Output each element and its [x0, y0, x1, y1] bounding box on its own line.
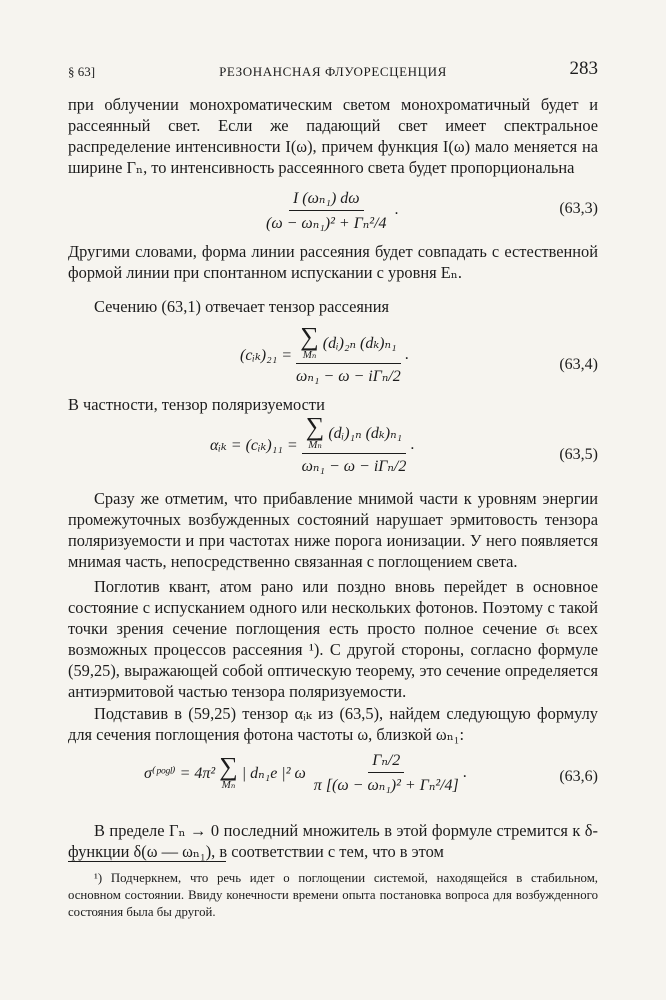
eq4-middle: | dₙ₁e |² ω	[241, 764, 306, 782]
eq2-denominator: ωₙ₁ − ω − iΓₙ/2	[296, 368, 401, 385]
paragraph-2: Другими словами, форма линии рассеяния будет совпадать с естественной формой линии при спонтанном испускании с уровня Eₙ.	[68, 242, 598, 282]
eq3-fraction	[298, 414, 411, 476]
equation-63-4	[68, 322, 598, 392]
eq1-number: (63,3)	[559, 200, 598, 217]
paragraph-1: при облучении монохроматическим светом монохроматичный будет и рассеянный свет. Если же падающий свет имеет спектральное распределение интенсивности I(ω), причем функция I(ω) мало меняется на ширине Γₙ, то интенсивность рассеянного света будет пропорциональна	[68, 95, 598, 177]
eq4-numerator: Γₙ/2	[368, 750, 404, 773]
eq2-tail: .	[404, 346, 409, 363]
eq3-numerator: (dᵢ)₁ₙ (dₖ)ₙ₁	[328, 424, 403, 442]
eq4-sum-index: Mₙ	[221, 779, 236, 791]
eq2-fraction	[292, 324, 405, 386]
paragraph-7: Подставив в (59,25) тензор αᵢₖ из (63,5), найдем следующую формулу для сечения поглощения фотона частоты ω, близкой ωₙ₁:	[68, 704, 598, 744]
eq2-lhs: (cᵢₖ)₂₁ =	[240, 347, 293, 364]
eq3-sum-symbol: ∑	[305, 412, 325, 441]
eq2-numerator: (dᵢ)₂ₙ (dₖ)ₙ₁	[322, 334, 397, 352]
paragraph-5: Сразу же отметим, что прибавление мнимой части к уровням энергии промежуточных возбужденных состояний нарушает эрмитовость тензора поляризуемости и при частотах ниже порога ионизации. У него появляется мнимая часть, непосредственно связанная с поглощением света.	[68, 489, 598, 571]
eq4-denominator: π [(ω − ωₙ₁)² + Γₙ²/4]	[313, 777, 459, 794]
page-header	[68, 60, 598, 82]
eq2-number: (63,4)	[559, 356, 598, 373]
footnote-divider	[68, 861, 226, 862]
running-title: РЕЗОНАНСНАЯ ФЛУОРЕСЦЕНЦИЯ	[219, 64, 447, 79]
eq2-sum-index: Mₙ	[302, 349, 317, 361]
eq4-tail: .	[462, 763, 467, 781]
paragraph-4: В частности, тензор поляризуемости	[68, 395, 325, 414]
eq3-number: (63,5)	[559, 446, 598, 463]
eq4-number: (63,6)	[559, 768, 598, 785]
eq1-tail: .	[394, 201, 399, 219]
page-number: 283	[569, 58, 598, 79]
eq2-numerator-row	[296, 324, 400, 364]
eq2-sum-symbol: ∑	[300, 322, 319, 351]
eq3-lhs: αᵢₖ = (cᵢₖ)₁₁ =	[210, 437, 298, 454]
section-number: § 63]	[68, 64, 96, 79]
eq3-sum-index: Mₙ	[308, 439, 322, 451]
eq2-sum	[300, 324, 319, 361]
footnote: ¹) Подчеркнем, что речь идет о поглощении системой, находящейся в стабильном, основном состоянии. Ввиду конечности времени опыта постановка вопроса для возбужденного состояния была бы другой.	[68, 871, 598, 919]
eq4-fraction	[310, 750, 463, 795]
equation-63-3	[68, 186, 598, 236]
equation-63-5	[68, 412, 598, 484]
paragraph-3: Сечению (63,1) отвечает тензор рассеяния	[94, 297, 389, 316]
equation-63-6	[68, 748, 598, 812]
eq4-sum-symbol: ∑	[219, 752, 238, 781]
eq4-lhs: σ⁽ᵖᵒᵍˡ⁾ = 4π²	[144, 764, 216, 782]
eq3-sum	[306, 414, 325, 451]
eq1-denominator: (ω − ωₙ₁)² + Γₙ²/4	[266, 215, 387, 232]
eq3-tail: .	[410, 436, 415, 453]
eq1-numerator: I (ωₙ₁) dω	[289, 188, 364, 211]
eq4-sum	[219, 754, 238, 791]
eq1-fraction	[262, 188, 391, 233]
paragraph-8: В пределе Γₙ → 0 последний множитель в этой формуле стремится к δ-функции δ(ω — ωₙ₁), в соответствии с тем, что в этом	[68, 821, 598, 861]
paragraph-6: Поглотив квант, атом рано или поздно вновь перейдет в основное состояние с испусканием одного или нескольких фотонов. Поэтому с такой точки зрения сечение поглощения есть просто полное сечение σₜ всех возможных процессов рассеяния ¹). С другой стороны, согласно формуле (59,25), выражающей собой оптическую теорему, это сечение определяется антиэрмитовой частью тензора поляризуемости.	[68, 577, 598, 701]
eq3-denominator: ωₙ₁ − ω − iΓₙ/2	[301, 458, 407, 475]
eq3-numerator-row	[302, 414, 406, 454]
